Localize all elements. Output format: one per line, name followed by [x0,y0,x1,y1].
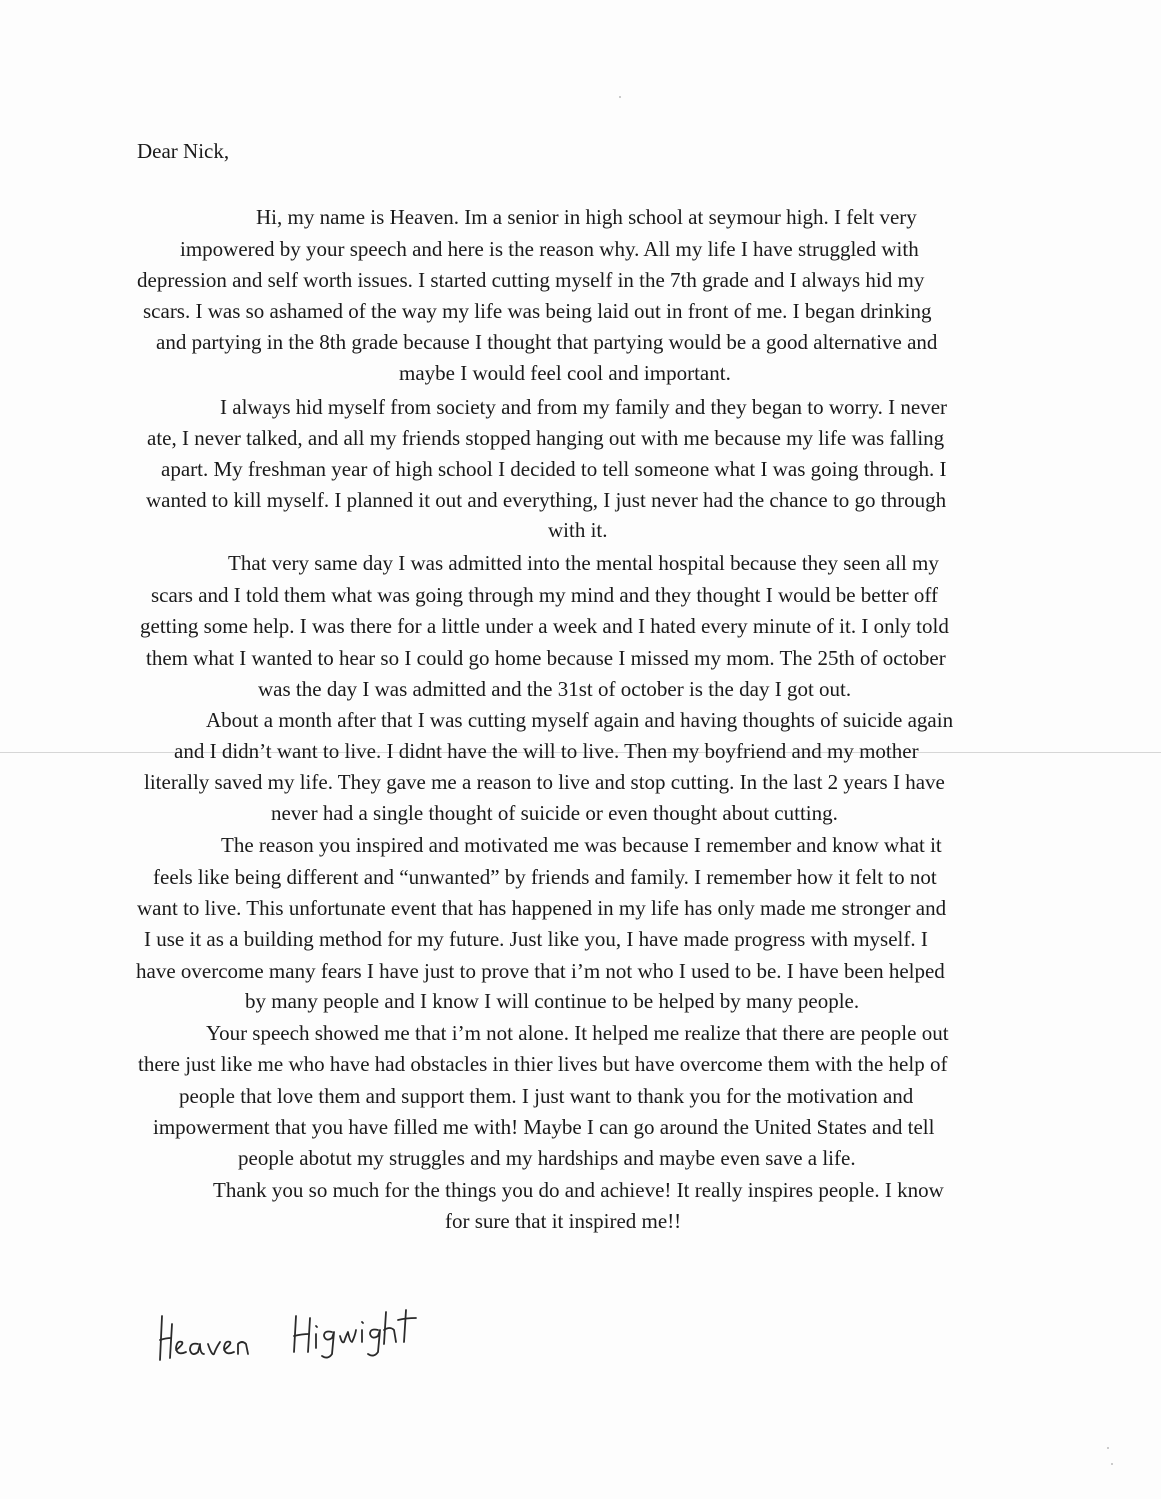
letter-line: was the day I was admitted and the 31st of october is the day I got out. [258,677,852,701]
letter-line: there just like me who have had obstacles in thier lives but have overcome them with the help of [138,1052,948,1076]
salutation: Dear Nick, [137,139,230,163]
letter-line: I use it as a building method for my future. Just like you, I have made progress with myself. I [144,927,928,951]
letter-line: and I didn’t want to live. I didnt have the will to live. Then my boyfriend and my mother [174,739,919,763]
letter-line: for sure that it inspired me!! [445,1209,682,1233]
letter-line: getting some help. I was there for a little under a week and I hated every minute of it. I only told [140,614,949,638]
handwritten-signature [150,1302,450,1382]
paper-speck [1111,1463,1113,1465]
letter-line: never had a single thought of suicide or even thought about cutting. [271,801,838,825]
letter-line: I always hid myself from society and from my family and they began to worry. I never [220,395,948,419]
letter-line: Thank you so much for the things you do and achieve! It really inspires people. I know [213,1178,944,1202]
letter-line: wanted to kill myself. I planned it out and everything, I just never had the chance to go through [146,488,947,512]
paper-speck [619,96,621,98]
letter-line: apart. My freshman year of high school I decided to tell someone what I was going through. I [161,457,947,481]
letter-line: Hi, my name is Heaven. Im a senior in high school at seymour high. I felt very [256,205,917,229]
letter-line: want to live. This unfortunate event that has happened in my life has only made me stronger and [137,896,947,920]
letter-line: maybe I would feel cool and important. [399,361,731,385]
letter-line: impowered by your speech and here is the reason why. All my life I have struggled with [180,237,919,261]
letter-line: feels like being different and “unwanted” by friends and family. I remember how it felt to not [153,865,937,889]
letter-line: The reason you inspired and motivated me was because I remember and know what it [221,833,942,857]
letter-line: them what I wanted to hear so I could go home because I missed my mom. The 25th of october [146,646,946,670]
letter-line: impowerment that you have filled me with! Maybe I can go around the United States and tell [153,1115,935,1139]
paper-speck [1107,1447,1109,1449]
letter-line: with it. [548,518,608,542]
letter-line: That very same day I was admitted into the mental hospital because they seen all my [228,551,939,575]
letter-line: Your speech showed me that i’m not alone. It helped me realize that there are people out [206,1021,949,1045]
letter-line: by many people and I know I will continue to be helped by many people. [245,989,860,1013]
letter-line: and partying in the 8th grade because I thought that partying would be a good alternative and [156,330,938,354]
letter-line: literally saved my life. They gave me a reason to live and stop cutting. In the last 2 years I have [144,770,945,794]
letter-line: About a month after that I was cutting myself again and having thoughts of suicide again [206,708,954,732]
letter-line: people that love them and support them. I just want to thank you for the motivation and [179,1084,914,1108]
letter-line: people abotut my struggles and my hardships and maybe even save a life. [238,1146,856,1170]
letter-line: scars. I was so ashamed of the way my life was being laid out in front of me. I began drinking [143,299,932,323]
letter-line: have overcome many fears I have just to prove that i’m not who I used to be. I have been helped [136,959,945,983]
letter-line: ate, I never talked, and all my friends stopped hanging out with me because my life was falling [147,426,945,450]
letter-line: depression and self worth issues. I started cutting myself in the 7th grade and I always hid my [137,268,925,292]
letter-line: scars and I told them what was going through my mind and they thought I would be better off [151,583,938,607]
